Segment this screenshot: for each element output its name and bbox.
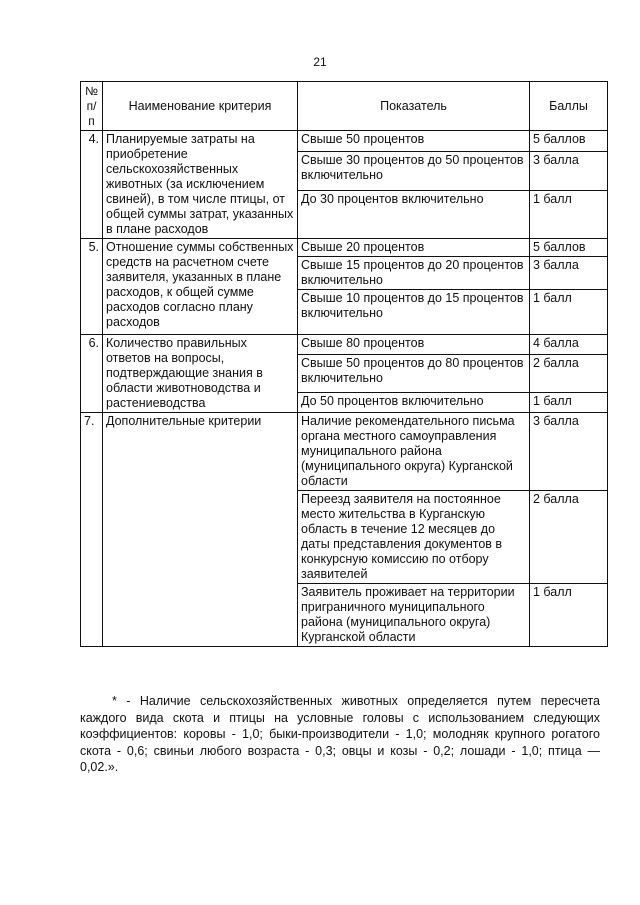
indicator-cell: Свыше 20 процентов xyxy=(298,239,530,257)
header-points: Баллы xyxy=(530,82,608,131)
table-row xyxy=(81,131,608,152)
points-cell: 1 балл xyxy=(530,392,608,412)
header-num: № п/п xyxy=(81,82,103,131)
indicator-cell: До 30 процентов включительно xyxy=(298,191,530,239)
criterion-cell: Дополнительные критерии xyxy=(103,413,298,647)
points-cell: 1 балл xyxy=(530,191,608,239)
row-number: 5. xyxy=(81,239,103,335)
points-cell: 2 балла xyxy=(530,355,608,392)
row-number: 7. xyxy=(81,413,103,647)
criteria-table xyxy=(80,81,608,647)
points-cell: 2 балла xyxy=(530,491,608,584)
criterion-cell: Количество правильных ответов на вопросы, подтверждающие знания в области животноводства и растениеводства xyxy=(103,335,298,413)
points-cell: 3 балла xyxy=(530,257,608,290)
points-cell: 3 балла xyxy=(530,413,608,491)
header-criterion: Наименование критерия xyxy=(103,82,298,131)
indicator-cell: Заявитель проживает на территории приграничного муниципального района (муниципального округа) Курганской области xyxy=(298,584,530,647)
row-number: 4. xyxy=(81,131,103,239)
points-cell: 4 балла xyxy=(530,335,608,355)
indicator-cell: Свыше 30 процентов до 50 процентов включительно xyxy=(298,152,530,191)
points-cell: 5 баллов xyxy=(530,131,608,152)
indicator-cell: Свыше 10 процентов до 15 процентов включительно xyxy=(298,290,530,335)
footnote-text: * - Наличие сельскохозяйственных животных определяется путем пересчета каждого вида скота и птицы на условные головы с использованием следующих коэффициентов: коровы - 1,0; быки-производители - 1,0; молодняк крупного рогатого скота - 0,6; свиньи любого возраста - 0,3; овцы и козы - 0,2; лошади - 1,0; птица — 0,02.». xyxy=(80,694,600,774)
row-number: 6. xyxy=(81,335,103,413)
table-header-row xyxy=(81,82,608,131)
criterion-cell: Планируемые затраты на приобретение сельскохозяйственных животных (за исключением свиней), в том числе птицы, от общей суммы затрат, указанных в плане расходов xyxy=(103,131,298,239)
table-row xyxy=(81,239,608,257)
page-number: 21 xyxy=(313,55,327,69)
indicator-cell: Свыше 50 процентов xyxy=(298,131,530,152)
points-cell: 3 балла xyxy=(530,152,608,191)
footnote xyxy=(80,693,600,776)
indicator-cell: Наличие рекомендательного письма органа местного самоуправления муниципального района (муниципального округа) Курганской области xyxy=(298,413,530,491)
criterion-cell: Отношение суммы собственных средств на расчетном счете заявителя, указанных в плане расходов, к общей сумме расходов согласно плану расходов xyxy=(103,239,298,335)
indicator-cell: Переезд заявителя на постоянное место жительства в Курганскую область в течение 12 месяцев до даты представления документов в конкурсную комиссию по отбору заявителей xyxy=(298,491,530,584)
indicator-cell: Свыше 80 процентов xyxy=(298,335,530,355)
points-cell: 1 балл xyxy=(530,290,608,335)
indicator-cell: Свыше 50 процентов до 80 процентов включительно xyxy=(298,355,530,392)
indicator-cell: Свыше 15 процентов до 20 процентов включительно xyxy=(298,257,530,290)
table-row xyxy=(81,335,608,355)
points-cell: 1 балл xyxy=(530,584,608,647)
indicator-cell: До 50 процентов включительно xyxy=(298,392,530,412)
header-indicator: Показатель xyxy=(298,82,530,131)
table-row xyxy=(81,413,608,491)
points-cell: 5 баллов xyxy=(530,239,608,257)
